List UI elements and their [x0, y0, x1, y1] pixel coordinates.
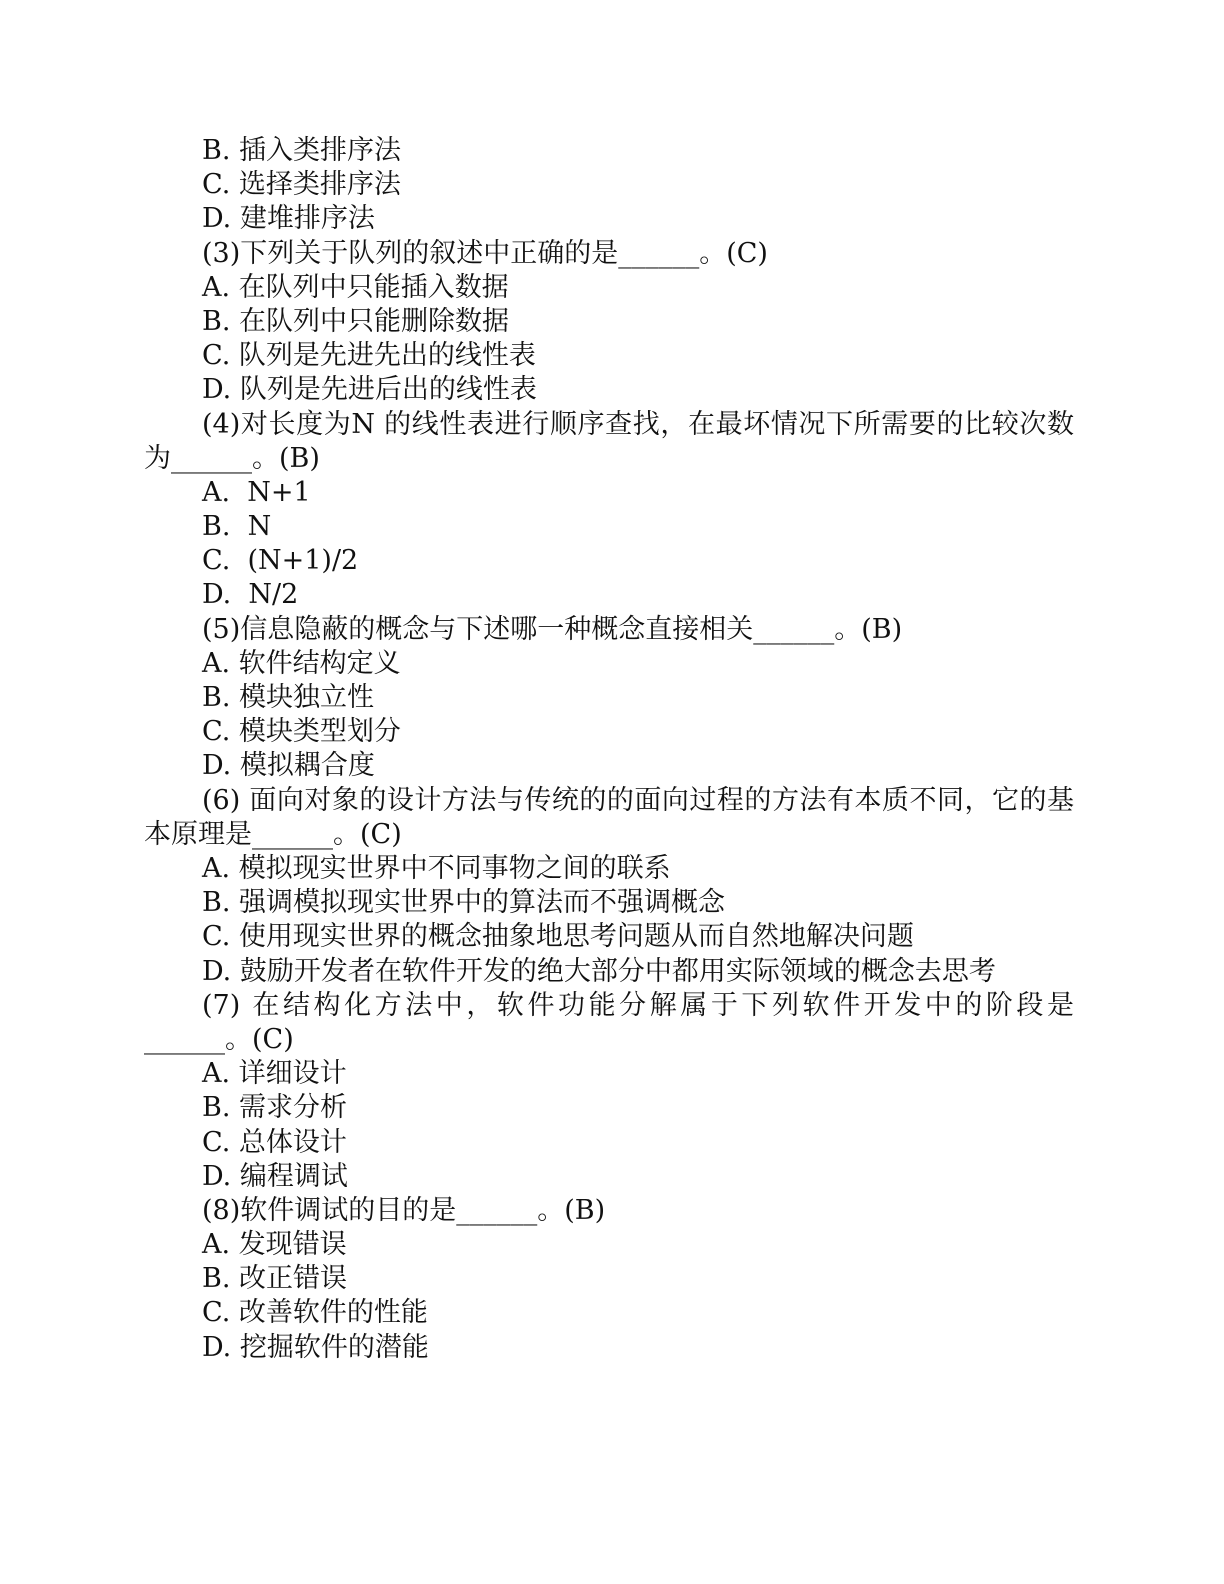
option-line: B. 需求分析: [202, 1092, 348, 1124]
option-line: A. 软件结构定义: [202, 647, 401, 679]
question-paragraph: (7) 在结构化方法中，软件功能分解属于下列软件开发中的阶段是______。(C): [144, 989, 1074, 1055]
option-line: A. 模拟现实世界中不同事物之间的联系: [202, 853, 671, 884]
question-paragraph: (6) 面向对象的设计方法与传统的的面向过程的方法有本质不同，它的基本原理是______。(C): [144, 784, 1074, 850]
document-body: [144, 134, 1074, 1365]
option-line: D. N/2: [202, 579, 299, 611]
option-line: B. 改正错误: [202, 1263, 348, 1295]
option-line: C. 使用现实世界的概念抽象地思考问题从而自然地解决问题: [202, 921, 914, 953]
option-line: C. 队列是先进先出的线性表: [202, 340, 536, 372]
option-line: C. 模块类型划分: [202, 716, 401, 748]
option-line: B. 插入类排序法: [202, 135, 402, 166]
question-line: (5)信息隐蔽的概念与下述哪一种概念直接相关______。(B): [202, 613, 903, 645]
option-line: D. 队列是先进后出的线性表: [202, 374, 537, 406]
option-line: D. 编程调试: [202, 1160, 348, 1192]
option-line: D. 挖掘软件的潜能: [202, 1331, 429, 1363]
option-line: B. 强调模拟现实世界中的算法而不强调概念: [202, 887, 726, 919]
option-line: A. 在队列中只能插入数据: [202, 271, 509, 303]
option-line: D. 模拟耦合度: [202, 750, 375, 782]
question-line: (3)下列关于队列的叙述中正确的是______。(C): [202, 237, 768, 269]
option-paragraph: D. 鼓励开发者在软件开发的绝大部分中都用实际领域的概念去思考: [202, 955, 996, 987]
option-line: B. 在队列中只能删除数据: [202, 305, 510, 337]
option-line: C. 总体设计: [202, 1126, 347, 1158]
option-line: D. 建堆排序法: [202, 203, 375, 235]
option-line: B. N: [202, 511, 272, 543]
option-line: C. (N+1)/2: [202, 545, 359, 577]
question-paragraph: (4)对长度为N 的线性表进行顺序查找，在最坏情况下所需要的比较次数为______。(B): [144, 408, 1074, 474]
question-line: (8)软件调试的目的是______。(B): [202, 1194, 606, 1226]
option-line: A. 详细设计: [202, 1058, 347, 1090]
option-line: C. 改善软件的性能: [202, 1297, 428, 1329]
option-line: A. 发现错误: [202, 1229, 347, 1261]
option-line: A. N+1: [202, 476, 311, 508]
option-line: C. 选择类排序法: [202, 169, 401, 201]
option-line: B. 模块独立性: [202, 682, 375, 714]
